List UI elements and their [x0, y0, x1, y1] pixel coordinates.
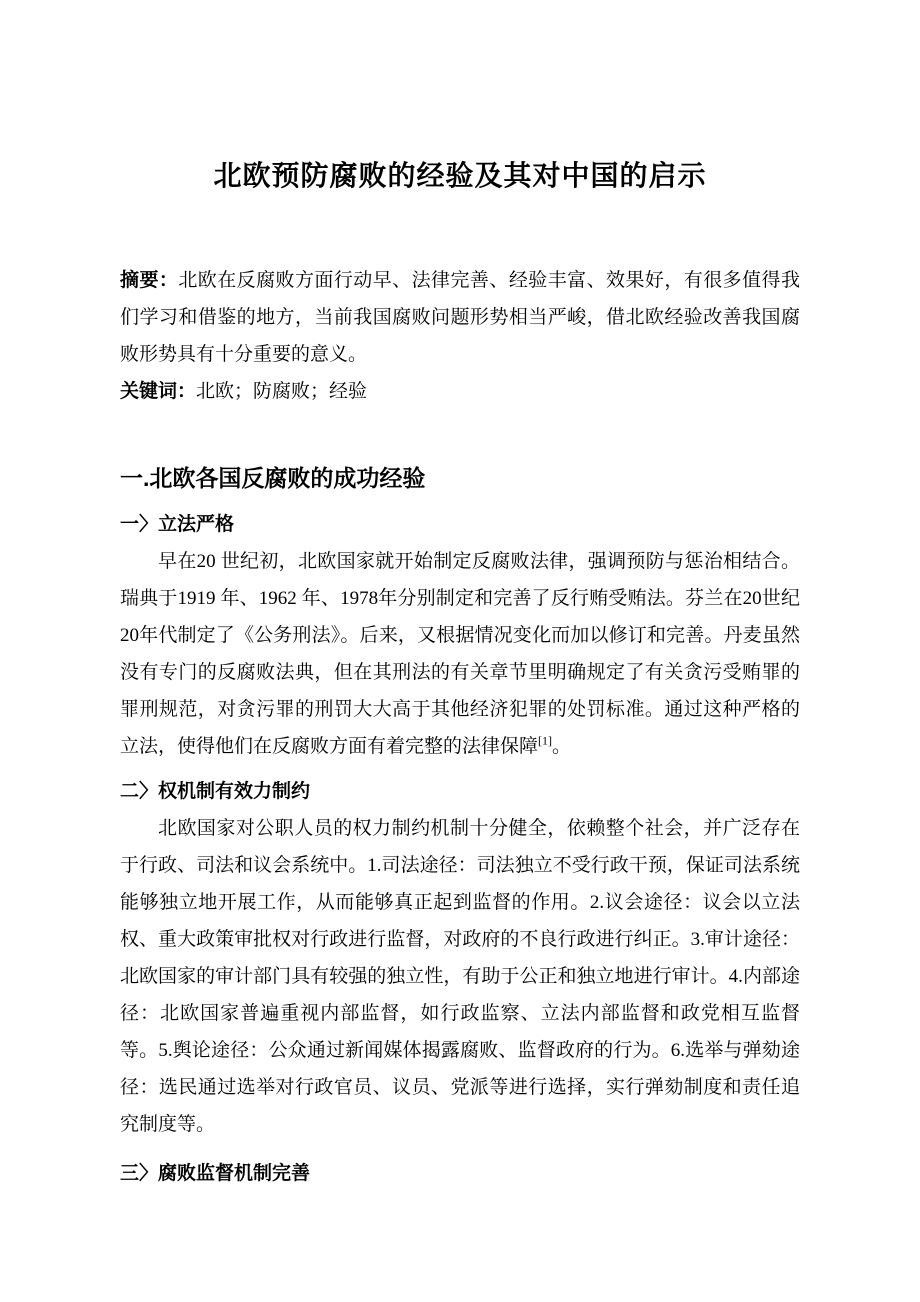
keywords-paragraph — [120, 373, 800, 410]
subsection-2-body: 北欧国家对公职人员的权力制约机制十分健全，依赖整个社会，并广泛存在于行政、司法和议会系统中。1.司法途径：司法独立不受行政干预，保证司法系统能够独立地开展工作，从而能够真正起到监督的作用。2.议会途径：议会以立法权、重大政策审批权对行政进行监督，对政府的不良行政进行纠正。3.审计途径：北欧国家的审计部门具有较强的独立性，有助于公正和独立地进行审计。4.内部途径：北欧国家普遍重视内部监督，如行政监察、立法内部监督和政党相互监督等。5.舆论途径：公众通过新闻媒体揭露腐败、监督政府的行为。6.选举与弹劾途径：选民通过选举对行政官员、议员、党派等进行选择，实行弹劾制度和责任追究制度等。 — [120, 818, 800, 1135]
abstract-paragraph — [120, 262, 800, 373]
abstract-text: 北欧在反腐败方面行动早、法律完善、经验丰富、效果好，有很多值得我们学习和借鉴的地方，当前我国腐败问题形势相当严峻，借北欧经验改善我国腐败形势具有十分重要的意义。 — [120, 270, 800, 365]
subsection-2-heading: 二〉权机制有效力制约 — [120, 781, 311, 802]
keywords-label: 关键词： — [120, 381, 197, 402]
subsection-1-body — [120, 543, 800, 765]
section-1-heading: 一.北欧各国反腐败的成功经验 — [120, 465, 426, 491]
keywords-text: 北欧；防腐败；经验 — [196, 381, 368, 402]
document-title: 北欧预防腐败的经验及其对中国的启示 — [213, 160, 707, 191]
abstract-label: 摘要： — [120, 270, 179, 291]
subsection-3-heading: 三〉腐败监督机制完善 — [120, 1163, 311, 1184]
subsection-1-body-text: 早在20 世纪初，北欧国家就开始制定反腐败法律，强调预防与惩治相结合。瑞典于1919 年、1962 年、1978年分别制定和完善了反行贿受贿法。芬兰在20世纪20年代制定了《公务刑法》。后来，又根据情况变化而加以修订和完善。丹麦虽然没有专门的反腐败法典，但在其刑法的有关章节里明确规定了有关贪污受贿罪的罪刑规范，对贪污罪的刑罚大大高于其他经济犯罪的处罚标准。通过这种严格的立法，使得他们在反腐败方面有着完整的法律保障 — [120, 551, 800, 757]
footnote-ref-1: [1] — [538, 733, 553, 748]
subsection-1-heading: 一〉立法严格 — [120, 514, 235, 535]
subsection-1-body-tail: 。 — [552, 736, 572, 757]
